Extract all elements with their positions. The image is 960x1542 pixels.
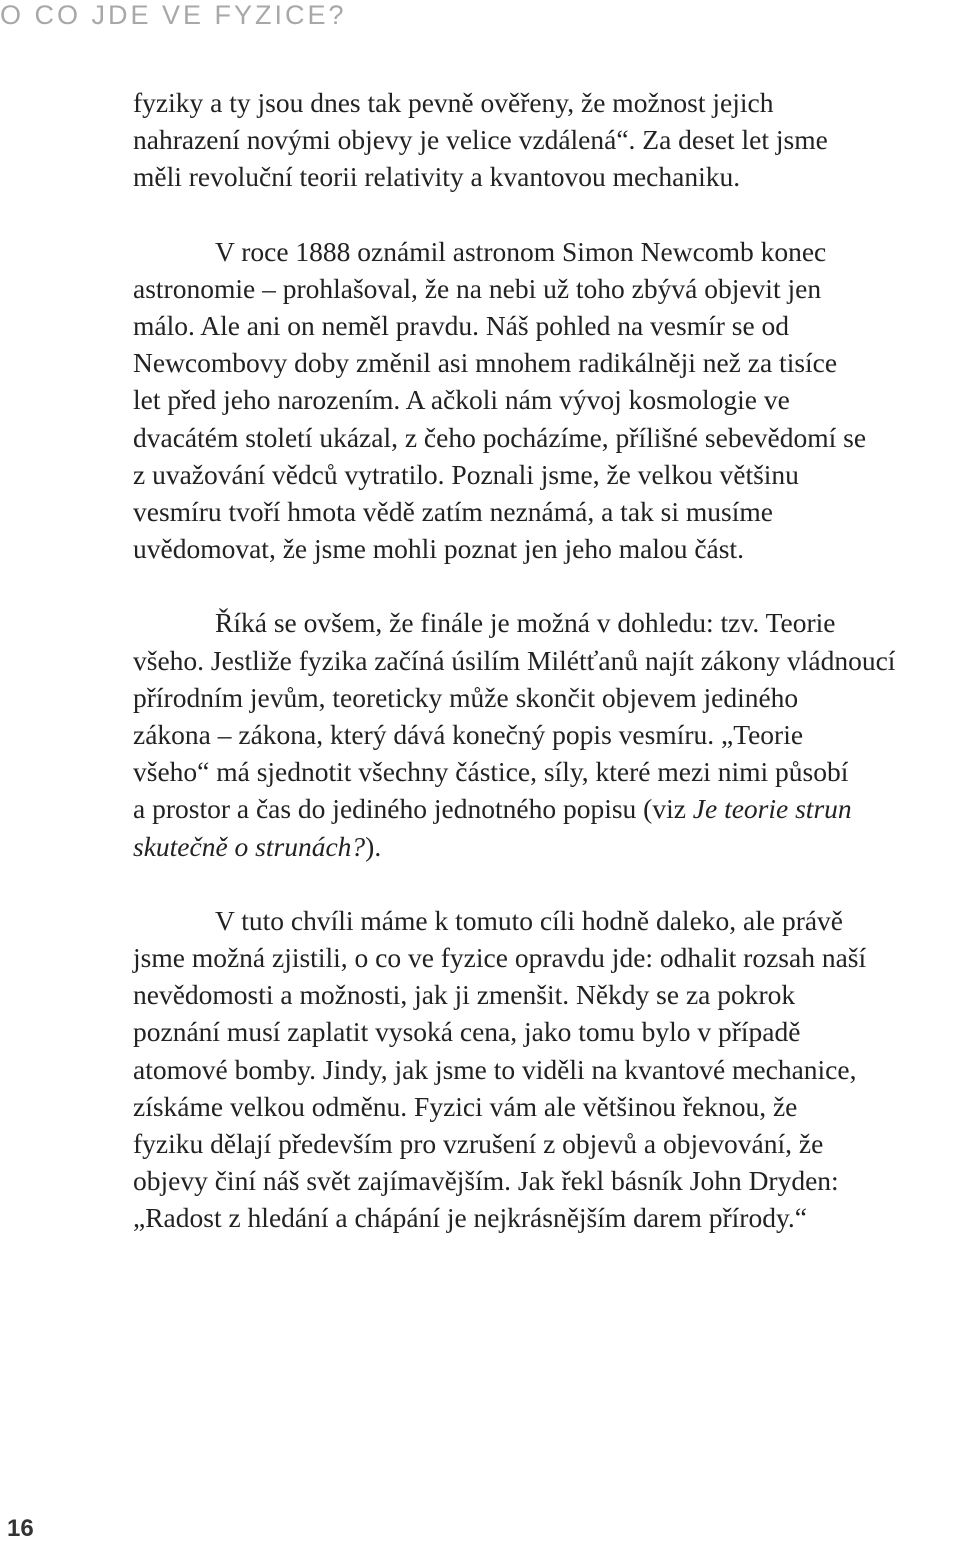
text-line: jsme možná zjistili, o co ve fyzice opravdu jde: odhalit rozsah naší bbox=[133, 942, 867, 974]
page-number: 16 bbox=[7, 1515, 34, 1542]
paragraph-1 bbox=[133, 84, 933, 196]
paragraph-2 bbox=[133, 233, 933, 568]
text-line: dvacátém století ukázal, z čeho pocházíme, přílišné sebevědomí se bbox=[133, 421, 867, 453]
text-line bbox=[133, 828, 933, 865]
text-line: přírodním jevům, teoreticky může skončit objevem jediného bbox=[133, 681, 799, 713]
text-line: V tuto chvíli máme k tomuto cíli hodně daleko, ale právě bbox=[215, 904, 844, 936]
text-line: nahrazení novými objevy je velice vzdálená“. Za deset let jsme bbox=[133, 124, 828, 156]
text-segment: ). bbox=[365, 830, 382, 862]
text-line: z uvažování vědců vytratilo. Poznali jsme, že velkou většinu bbox=[133, 458, 799, 490]
text-segment: a prostor a čas do jediného jednotného popisu (viz bbox=[133, 793, 693, 825]
text-line: let před jeho narozením. A ačkoli nám vývoj kosmologie ve bbox=[133, 384, 790, 416]
book-reference-italic: Je teorie strun bbox=[692, 793, 852, 825]
text-line: Newcombovy doby změnil asi mnohem radikálněji než za tisíce bbox=[133, 347, 838, 379]
text-line: uvědomovat, že jsme mohli poznat jen jeho malou část. bbox=[133, 533, 744, 565]
text-line: objevy činí náš svět zajímavějším. Jak řekl básník John Dryden: bbox=[133, 1165, 839, 1197]
paragraph-4 bbox=[133, 902, 933, 1237]
text-line: astronomie – prohlašoval, že na nebi už toho zbývá objevit jen bbox=[133, 272, 822, 304]
text-line bbox=[133, 790, 933, 827]
text-line: fyziky a ty jsou dnes tak pevně ověřeny, že možnost jejich bbox=[133, 87, 774, 118]
paragraph-3 bbox=[133, 604, 933, 864]
text-line: atomové bomby. Jindy, jak jsme to viděli na kvantové mechanice, bbox=[133, 1053, 857, 1085]
text-line: V roce 1888 oznámil astronom Simon Newcomb konec bbox=[215, 235, 827, 267]
text-line: všeho“ má sjednotit všechny částice, síly, které mezi nimi působí bbox=[133, 756, 849, 788]
body-text bbox=[133, 84, 933, 1237]
text-line: měli revoluční teorii relativity a kvantovou mechaniku. bbox=[133, 161, 741, 193]
text-line: poznání musí zaplatit vysoká cena, jako tomu bylo v případě bbox=[133, 1016, 801, 1048]
running-header-title: O CO JDE VE FYZICE? bbox=[0, 0, 347, 30]
text-line: nevědomosti a možnosti, jak ji zmenšit. Někdy se za pokrok bbox=[133, 979, 796, 1011]
text-line: získáme velkou odměnu. Fyzici vám ale většinou řeknou, že bbox=[133, 1090, 798, 1122]
text-line: Říká se ovšem, že finále je možná v dohledu: tzv. Teorie bbox=[215, 607, 836, 639]
text-line: „Radost z hledání a chápání je nejkrásnějším darem přírody.“ bbox=[133, 1202, 808, 1234]
text-line: vesmíru tvoří hmota vědě zatím neznámá, a tak si musíme bbox=[133, 496, 773, 528]
book-reference-italic: skutečně o strunách? bbox=[133, 830, 366, 862]
text-line: málo. Ale ani on neměl pravdu. Náš pohled na vesmír se od bbox=[133, 310, 790, 342]
text-line: zákona – zákona, který dává konečný popis vesmíru. „Teorie bbox=[133, 719, 804, 751]
text-line: fyziku dělají především pro vzrušení z objevů a objevování, že bbox=[133, 1128, 824, 1160]
text-line: všeho. Jestliže fyzika začíná úsilím Milétťanů najít zákony vládnoucí bbox=[133, 644, 896, 676]
